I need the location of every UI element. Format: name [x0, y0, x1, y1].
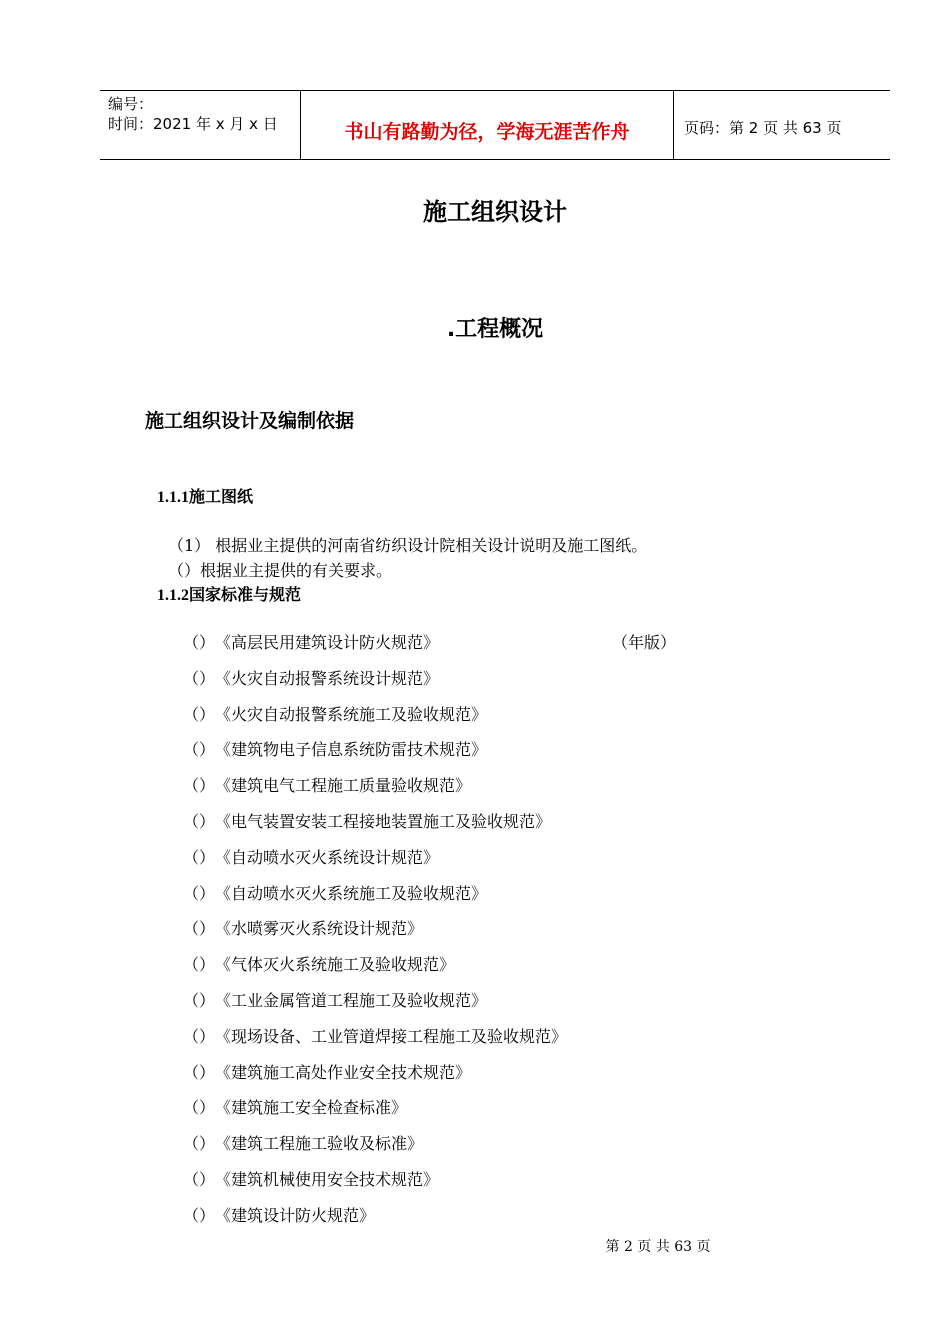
standard-item-title: 《建筑施工安全检查标准》	[215, 1098, 408, 1118]
document-title: 施工组织设计	[423, 198, 567, 226]
standard-item-bracket: （）	[183, 991, 216, 1010]
heading-drawings-text: 施工图纸	[189, 487, 254, 506]
page-header	[100, 90, 890, 160]
standard-item-title: 《气体灭火系统施工及验收规范》	[215, 955, 456, 975]
standard-item-title: 《建筑物电子信息系统防雷技术规范》	[215, 740, 488, 760]
header-middle-cell	[301, 91, 674, 159]
standard-item	[183, 1024, 567, 1047]
standard-item-bracket: （）	[183, 704, 216, 724]
standard-item-title: 《建筑施工高处作业安全技术规范》	[215, 1062, 472, 1082]
standard-item	[183, 952, 455, 975]
standard-item-bracket: （）	[183, 1170, 216, 1189]
standard-item	[183, 630, 439, 653]
header-right-cell	[674, 91, 890, 159]
drawings-item-1: （1） 根据业主提供的河南省纺织设计院相关设计说明及施工图纸。	[168, 536, 648, 555]
drawings-item-2: （）根据业主提供的有关要求。	[168, 561, 393, 580]
number-label: 编号：	[108, 95, 154, 113]
standard-item	[183, 737, 487, 760]
standard-item-title: 《工业金属管道工程施工及验收规范》	[215, 991, 488, 1010]
subsection-title: 施工组织设计及编制依据	[145, 410, 355, 432]
standard-item-bracket: （）	[183, 847, 216, 867]
standard-item	[183, 1203, 375, 1226]
standard-item	[183, 809, 551, 832]
standard-item-bracket: （）	[183, 1062, 216, 1082]
standard-item	[183, 1095, 407, 1118]
standard-item-bracket: （）	[183, 919, 216, 939]
standard-item-bracket: （）	[183, 740, 216, 760]
heading-standards	[157, 582, 301, 605]
standard-item	[183, 702, 487, 725]
heading-standards-number: 1.1.2	[157, 587, 189, 604]
standard-item-bracket: （）	[183, 1134, 216, 1154]
standard-item-title: 《建筑工程施工验收及标准》	[215, 1134, 424, 1154]
standard-item-title: 《水喷雾灭火系统设计规范》	[215, 919, 424, 939]
standard-item-title: 《建筑电气工程施工质量验收规范》	[215, 776, 472, 796]
standard-item-bracket: （）	[183, 1098, 216, 1118]
standard-item	[183, 916, 423, 939]
standard-item-title: 《火灾自动报警系统设计规范》	[215, 668, 440, 688]
standard-item-bracket: （）	[183, 633, 216, 652]
standard-item-bracket: （）	[183, 668, 216, 688]
standard-item	[183, 881, 487, 904]
standard-item-bracket: （）	[183, 812, 216, 831]
standard-item-title: 《电气装置安装工程接地装置施工及验收规范》	[215, 812, 552, 831]
standard-item-title: 《建筑机械使用安全技术规范》	[215, 1170, 440, 1189]
header-page-info: 页码：第 2 页 共 63 页	[684, 119, 842, 137]
standard-item-title: 《高层民用建筑设计防火规范》	[215, 633, 440, 652]
heading-drawings	[157, 484, 253, 507]
page-footer: 第 2 页 共 63 页	[605, 1239, 711, 1255]
section-title: .工程概况	[446, 317, 544, 342]
header-left-cell	[100, 91, 301, 159]
header-motto: 书山有路勤为径，学海无涯苦作舟	[344, 121, 630, 143]
standard-item-bracket: （）	[183, 1026, 216, 1046]
standard-item	[183, 666, 439, 689]
time-label: 时间：2021 年 x 月 x 日	[108, 115, 278, 133]
heading-standards-text: 国家标准与规范	[189, 585, 302, 604]
standard-item	[183, 1131, 423, 1154]
standard-item-bracket: （）	[183, 883, 216, 903]
standard-item	[183, 845, 439, 868]
heading-drawings-number: 1.1.1	[157, 489, 189, 506]
standard-item-title: 《自动喷水灭火系统设计规范》	[215, 847, 440, 867]
standard-item-title: 《火灾自动报警系统施工及验收规范》	[215, 704, 488, 724]
standard-item-bracket: （）	[183, 1205, 216, 1225]
standard-year-note: （年版）	[612, 633, 677, 652]
standard-item	[183, 1060, 471, 1083]
standard-item	[183, 1167, 439, 1190]
standard-item-title: 《建筑设计防火规范》	[215, 1205, 376, 1225]
standard-item-title: 《现场设备、工业管道焊接工程施工及验收规范》	[215, 1026, 568, 1046]
standard-item-bracket: （）	[183, 955, 216, 975]
standard-item	[183, 988, 487, 1011]
standard-item-bracket: （）	[183, 776, 216, 796]
standard-item	[183, 773, 471, 796]
standard-item-title: 《自动喷水灭火系统施工及验收规范》	[215, 883, 488, 903]
